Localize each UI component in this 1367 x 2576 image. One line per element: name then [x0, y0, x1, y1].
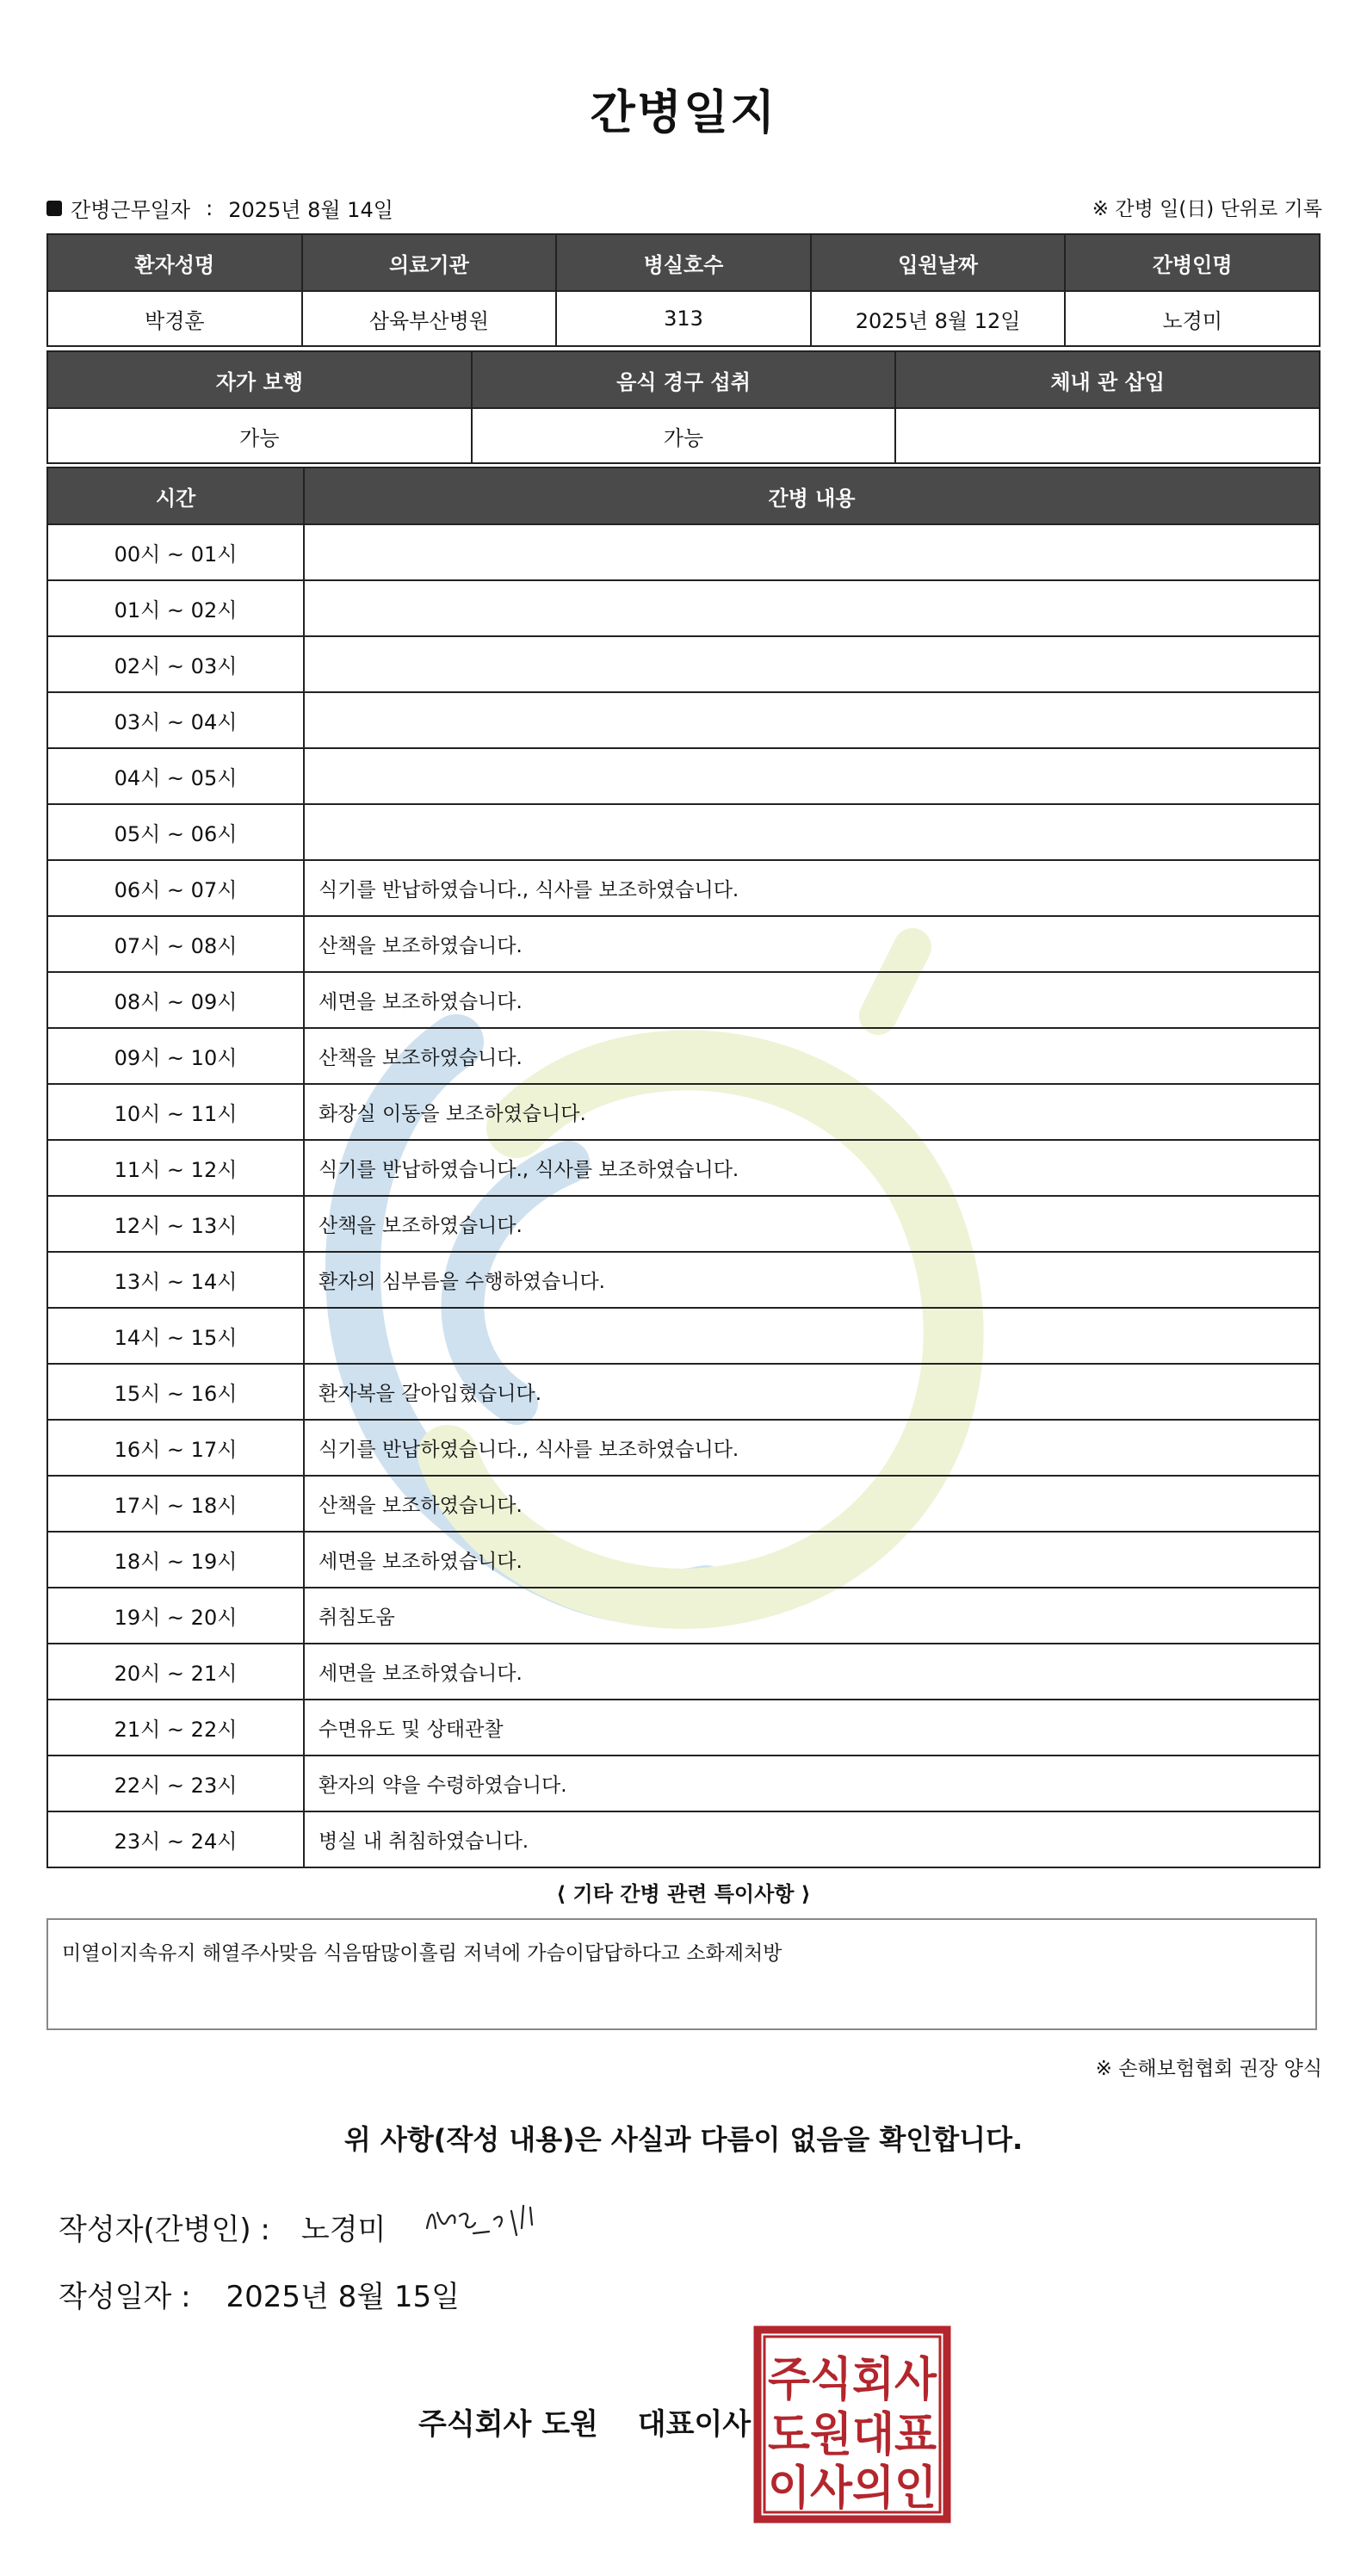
care-log-time: 15시 ~ 16시 [47, 1364, 304, 1420]
care-log-row [47, 1700, 1320, 1756]
header-tube-insertion: 체내 관 삽입 [895, 351, 1320, 408]
care-log-row [47, 1811, 1320, 1867]
room-number: 313 [556, 291, 811, 346]
unit-note: ※ 간병 일(日) 단위로 기록 [1092, 198, 1322, 220]
care-log-content: 산책을 보조하였습니다. [304, 1196, 1320, 1252]
header-walking: 자가 보행 [47, 351, 472, 408]
care-log-time: 11시 ~ 12시 [47, 1140, 304, 1196]
care-log-content: 산책을 보조하였습니다. [304, 1028, 1320, 1084]
header-room: 병실호수 [556, 234, 811, 291]
care-log-time: 07시 ~ 08시 [47, 916, 304, 972]
admission-date: 2025년 8월 12일 [811, 291, 1066, 346]
notes-box [46, 1918, 1317, 2030]
care-log-body [47, 524, 1320, 1867]
care-log-time: 02시 ~ 03시 [47, 636, 304, 692]
care-log-time: 23시 ~ 24시 [47, 1811, 304, 1867]
oral-intake-value: 가능 [472, 408, 896, 463]
care-log-content: 식기를 반납하였습니다., 식사를 보조하였습니다. [304, 1140, 1320, 1196]
care-log-time: 13시 ~ 14시 [47, 1252, 304, 1308]
care-log-time: 14시 ~ 15시 [47, 1308, 304, 1364]
written-date-label: 작성일자 : [59, 2280, 191, 2314]
care-log-time: 03시 ~ 04시 [47, 692, 304, 748]
care-log-content: 산책을 보조하였습니다. [304, 916, 1320, 972]
care-log-content [304, 580, 1320, 636]
care-log-time: 20시 ~ 21시 [47, 1644, 304, 1700]
hospital-name: 삼육부산병원 [302, 291, 557, 346]
patient-info-value-row [47, 291, 1320, 346]
writer-label: 작성자(간병인) : [59, 2213, 270, 2247]
care-log-row [47, 860, 1320, 916]
care-log-time: 19시 ~ 20시 [47, 1588, 304, 1644]
care-log-content: 산책을 보조하였습니다. [304, 1476, 1320, 1532]
handwritten-signature [422, 2194, 551, 2245]
care-log-row [47, 524, 1320, 580]
care-log-content [304, 804, 1320, 860]
confirm-statement: 위 사항(작성 내용)은 사실과 다름이 없음을 확인합니다. [343, 2123, 1024, 2156]
care-log-time: 04시 ~ 05시 [47, 748, 304, 804]
care-log-row [47, 1644, 1320, 1700]
care-log-content [304, 524, 1320, 580]
care-log-content [304, 1308, 1320, 1364]
care-log-content: 세면을 보조하였습니다. [304, 1532, 1320, 1588]
writer-line [59, 2206, 386, 2248]
written-date-value: 2025년 8월 15일 [226, 2280, 461, 2314]
care-log-time: 16시 ~ 17시 [47, 1420, 304, 1476]
page-title: 간병일지 [590, 85, 777, 139]
care-log-time: 08시 ~ 09시 [47, 972, 304, 1028]
work-date-separator: : [206, 195, 213, 220]
walking-value: 가능 [47, 408, 472, 463]
care-log-content: 수면유도 및 상태관찰 [304, 1700, 1320, 1756]
care-log-row [47, 972, 1320, 1028]
caregiver-name: 노경미 [1065, 291, 1320, 346]
care-log-row [47, 1028, 1320, 1084]
care-log-content: 환자의 심부름을 수행하였습니다. [304, 1252, 1320, 1308]
care-log-content: 세면을 보조하였습니다. [304, 972, 1320, 1028]
care-log-content: 병실 내 취침하였습니다. [304, 1811, 1320, 1867]
notes-text: 미열이지속유지 해열주사맞음 식음땀많이흘림 저녁에 가슴이답답하다고 소화제처방 [62, 1942, 782, 1965]
care-log-content [304, 692, 1320, 748]
svg-text:주식회사: 주식회사 [768, 2352, 937, 2406]
care-log-time: 10시 ~ 11시 [47, 1084, 304, 1140]
care-log-content: 화장실 이동을 보조하였습니다. [304, 1084, 1320, 1140]
care-log-time: 18시 ~ 19시 [47, 1532, 304, 1588]
company-rep: 대표이사 [637, 2407, 752, 2442]
care-log-row [47, 1084, 1320, 1140]
care-log-time: 05시 ~ 06시 [47, 804, 304, 860]
care-log-row [47, 1420, 1320, 1476]
care-log-row [47, 1532, 1320, 1588]
care-log-row [47, 804, 1320, 860]
care-log-row [47, 916, 1320, 972]
work-date-label: 간병근무일자 [71, 198, 191, 222]
care-log-content [304, 748, 1320, 804]
header-oral-intake: 음식 경구 섭취 [472, 351, 896, 408]
care-log-content: 세면을 보조하였습니다. [304, 1644, 1320, 1700]
care-log-row [47, 748, 1320, 804]
header-care-content: 간병 내용 [304, 468, 1320, 524]
care-log-row [47, 692, 1320, 748]
care-log-content [304, 636, 1320, 692]
written-date-line [59, 2273, 460, 2315]
work-date [46, 193, 393, 223]
company-line [418, 2400, 751, 2443]
header-hospital: 의료기관 [302, 234, 557, 291]
care-log-row [47, 1588, 1320, 1644]
header-time: 시간 [47, 468, 304, 524]
care-log-row [47, 1756, 1320, 1811]
care-log-row [47, 1252, 1320, 1308]
work-date-value: 2025년 8월 14일 [228, 198, 393, 222]
tube-insertion-value [895, 408, 1320, 463]
ability-value-row [47, 408, 1320, 463]
care-log-table [46, 467, 1321, 1868]
patient-info-table [46, 233, 1321, 347]
care-log-row [47, 1140, 1320, 1196]
company-name: 주식회사 도원 [418, 2407, 598, 2442]
care-log-content: 식기를 반납하였습니다., 식사를 보조하였습니다. [304, 1420, 1320, 1476]
writer-name: 노경미 [300, 2213, 387, 2247]
care-log-time: 06시 ~ 07시 [47, 860, 304, 916]
care-log-row [47, 1364, 1320, 1420]
square-bullet-icon [46, 201, 62, 216]
care-log-row [47, 1476, 1320, 1532]
care-log-row [47, 1308, 1320, 1364]
care-log-content: 환자의 약을 수령하였습니다. [304, 1756, 1320, 1811]
header-patient-name: 환자성명 [47, 234, 302, 291]
recommend-note: ※ 손해보험협회 권장 양식 [1095, 2058, 1322, 2080]
care-log-content: 식기를 반납하였습니다., 식사를 보조하였습니다. [304, 860, 1320, 916]
care-log-header-row [47, 468, 1320, 524]
care-log-time: 21시 ~ 22시 [47, 1700, 304, 1756]
care-log-row [47, 636, 1320, 692]
care-log-content: 취침도움 [304, 1588, 1320, 1644]
company-seal-stamp [752, 2325, 952, 2524]
patient-name: 박경훈 [47, 291, 302, 346]
svg-text:이사의인: 이사의인 [768, 2461, 937, 2515]
care-log-time: 01시 ~ 02시 [47, 580, 304, 636]
care-log-time: 00시 ~ 01시 [47, 524, 304, 580]
patient-ability-table [46, 350, 1321, 464]
care-log-time: 12시 ~ 13시 [47, 1196, 304, 1252]
care-log-time: 17시 ~ 18시 [47, 1476, 304, 1532]
ability-header-row [47, 351, 1320, 408]
patient-info-header-row [47, 234, 1320, 291]
notes-title: ⟨ 기타 간병 관련 특이사항 ⟩ [556, 1882, 811, 1906]
care-log-time: 09시 ~ 10시 [47, 1028, 304, 1084]
care-log-row [47, 580, 1320, 636]
header-admission-date: 입원날짜 [811, 234, 1066, 291]
care-log-row [47, 1196, 1320, 1252]
care-log-time: 22시 ~ 23시 [47, 1756, 304, 1811]
header-caregiver-name: 간병인명 [1065, 234, 1320, 291]
care-log-content: 환자복을 갈아입혔습니다. [304, 1364, 1320, 1420]
svg-text:도원대표: 도원대표 [768, 2407, 937, 2461]
